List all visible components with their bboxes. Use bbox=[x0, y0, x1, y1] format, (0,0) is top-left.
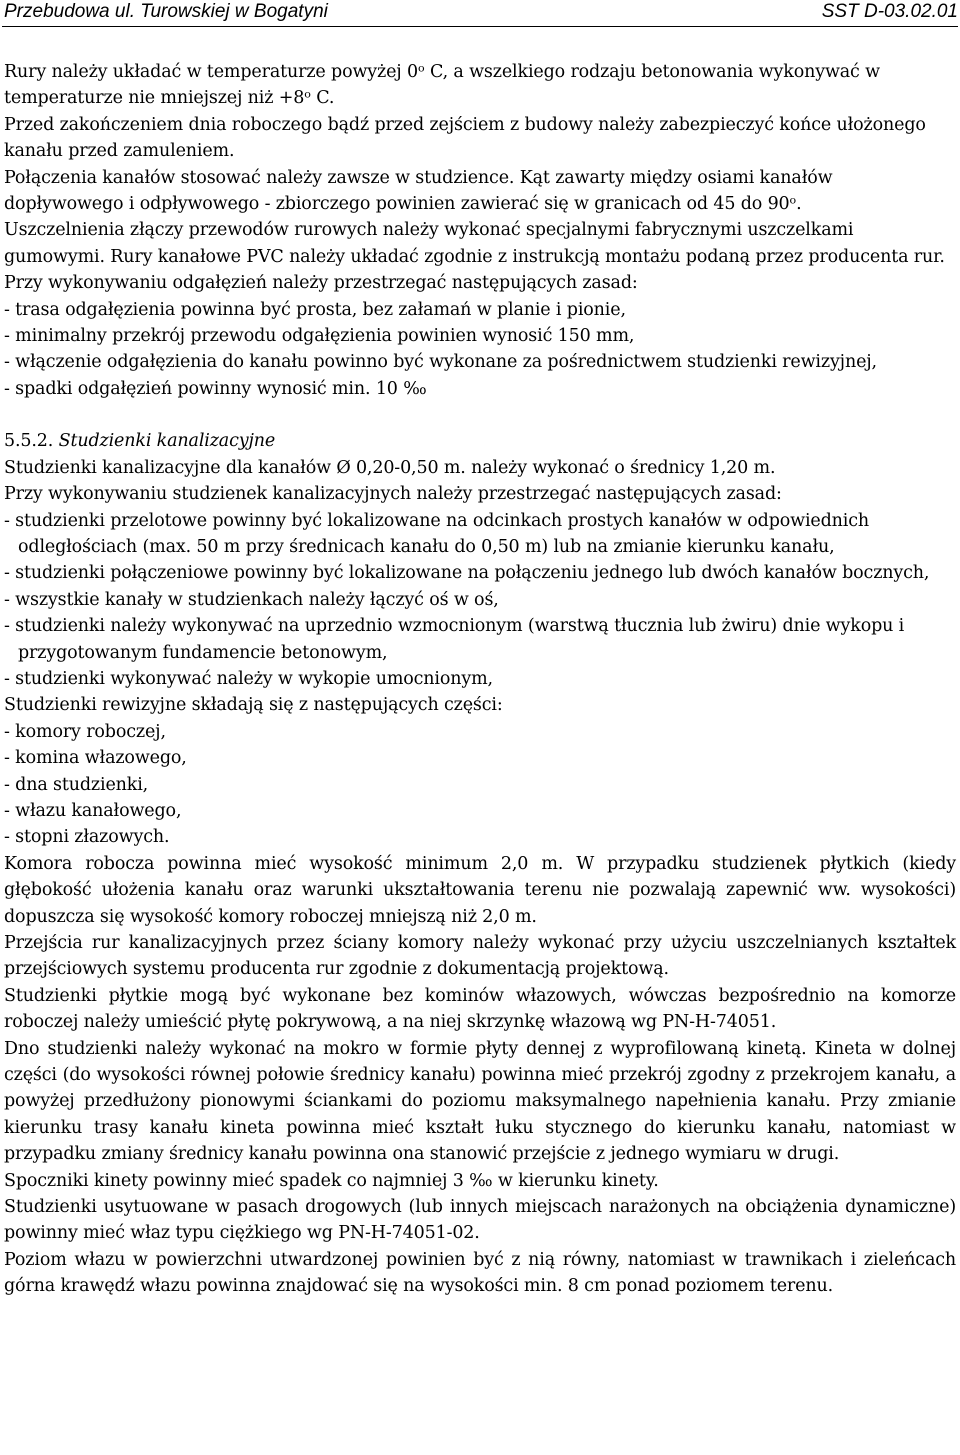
branches-item: - włączenie odgałęzienia do kanału powinno być wykonane za pośrednictwem studzienki rewizyjnej, bbox=[4, 352, 877, 373]
parts-item: - komory roboczej, bbox=[4, 721, 166, 742]
paragraph-manhole-bottom: Dno studzienki należy wykonać na mokro w formie płyty dennej z wyprofilowaną kinetą. Kineta w dolnej części (do wysokości równej połowie średnicy kanału) powinna mieć przekrój zgodny z przekrojem kanału, a powyżej przedłużony pionowymi ściankami do poziomu maksymalnego napełnienia kanału. Przy zmianie kierunku trasy kanału kineta powinna mieć kształt łuku stycznego do kierunku kanału, natomiast w przypadku zmiany średnicy kanału powinna ona stanowić przejście z jednego wymiaru w drugi. bbox=[4, 1038, 956, 1165]
parts-item: - komina włazowego, bbox=[4, 748, 187, 769]
section-rules-lead: Przy wykonywaniu studzienek kanalizacyjnych należy przestrzegać następujących zasad: bbox=[4, 484, 782, 505]
section-title: Studzienki kanalizacyjne bbox=[58, 431, 276, 452]
branches-lead: Przy wykonywaniu odgałęzień należy przestrzegać następujących zasad: bbox=[4, 273, 638, 294]
document-body bbox=[4, 59, 956, 1300]
header-project-title: Przebudowa ul. Turowskiej w Bogatyni bbox=[4, 1, 328, 22]
intro-paragraph-connections: Połączenia kanałów stosować należy zawsze w studzience. Kąt zawarty między osiami kanałów dopływowego i odpływowego - zbiorczego powinien zawierać się w granicach od 45 do 90ᵒ. bbox=[4, 167, 833, 215]
parts-item: - dna studzienki, bbox=[4, 774, 149, 795]
header-spec-code: SST D-03.02.01 bbox=[821, 1, 958, 22]
page-header bbox=[0, 0, 960, 26]
paragraph-shallow-manholes: Studzienki płytkie mogą być wykonane bez kominów włazowych, wówczas bezpośrednio na komorze roboczej należy umieścić płytę pokrywową, a na niej skrzynkę włazową wg PN-H-74051. bbox=[4, 985, 956, 1033]
parts-item: - stopni złazowych. bbox=[4, 827, 170, 848]
parts-lead: Studzienki rewizyjne składają się z następujących części: bbox=[4, 695, 503, 716]
paragraph-pipe-passages: Przejścia rur kanalizacyjnych przez ściany komory należy wykonać przy użyciu uszczelnianych kształtek przejściowych systemu producenta rur zgodnie z dokumentacją projektową. bbox=[4, 933, 956, 980]
section-rule-item: - studzienki przelotowe powinny być lokalizowane na odcinkach prostych kanałów w odpowiednich odległościach (max. 50 m przy średnicach kanału do 0,50 m) lub na zmianie kierunku kanału, bbox=[4, 510, 870, 557]
section-diameter-line: Studzienki kanalizacyjne dla kanałów Ø 0,20-0,50 m. należy wykonać o średnicy 1,20 m. bbox=[4, 457, 776, 478]
branches-item: - trasa odgałęzienia powinna być prosta, bez załamań w planie i pionie, bbox=[4, 299, 626, 320]
parts-item: - włazu kanałowego, bbox=[4, 800, 182, 821]
intro-paragraph-seals: Uszczelnienia złączy przewodów rurowych należy wykonać specjalnymi fabrycznymi uszczelkami gumowymi. Rury kanałowe PVC należy układać zgodnie z instrukcją montażu podaną przez producenta rur. bbox=[4, 220, 945, 267]
section-heading bbox=[4, 428, 956, 454]
section-rule-item: - studzienki wykonywać należy w wykopie umocnionym, bbox=[4, 668, 493, 689]
header-divider bbox=[2, 26, 958, 27]
paragraph-road-manholes: Studzienki usytuowane w pasach drogowych (lub innych miejscach narażonych na obciążenia dynamiczne) powinny mieć właz typu ciężkiego wg PN-H-74051-02. bbox=[4, 1197, 956, 1244]
paragraph-kinet-slope: Spoczniki kinety powinny mieć spadek co najmniej 3 ‰ w kierunku kinety. bbox=[4, 1170, 659, 1191]
intro-paragraph-temperature: Rury należy układać w temperaturze powyżej 0ᵒ C, a wszelkiego rodzaju betonowania wykonywać w temperaturze nie mniejszej niż +8ᵒ C. bbox=[4, 62, 880, 109]
section-spacer bbox=[4, 402, 956, 428]
section-number: 5.5.2. bbox=[4, 431, 54, 452]
paragraph-chamber-height: Komora robocza powinna mieć wysokość minimum 2,0 m. W przypadku studzienek płytkich (kiedy głębokość ułożenia kanału oraz warunki ukształtowania terenu nie pozwalają zapewnić ww. wysokości) dopuszcza się wysokość komory roboczej mniejszą niż 2,0 m. bbox=[4, 853, 956, 927]
branches-item: - spadki odgałęzień powinny wynosić min. 10 ‰ bbox=[4, 378, 427, 399]
branches-item: - minimalny przekrój przewodu odgałęzienia powinien wynosić 150 mm, bbox=[4, 326, 635, 347]
section-rule-item: - studzienki połączeniowe powinny być lokalizowane na połączeniu jednego lub dwóch kanałów bocznych, bbox=[4, 563, 930, 584]
paragraph-hatch-level: Poziom włazu w powierzchni utwardzonej powinien być z nią równy, natomiast w trawnikach i zieleńcach górna krawędź włazu powinna znajdować się na wysokości min. 8 cm ponad poziomem terenu. bbox=[4, 1249, 956, 1297]
section-rule-item: - studzienki należy wykonywać na uprzednio wzmocnionym (warstwą tłucznia lub żwiru) dnie wykopu i przygotowanym fundamencie betonowym, bbox=[4, 616, 905, 663]
intro-paragraph-protection: Przed zakończeniem dnia roboczego bądź przed zejściem z budowy należy zabezpieczyć końce ułożonego kanału przed zamuleniem. bbox=[4, 114, 926, 162]
section-rule-item: - wszystkie kanały w studzienkach należy łączyć oś w oś, bbox=[4, 589, 499, 610]
